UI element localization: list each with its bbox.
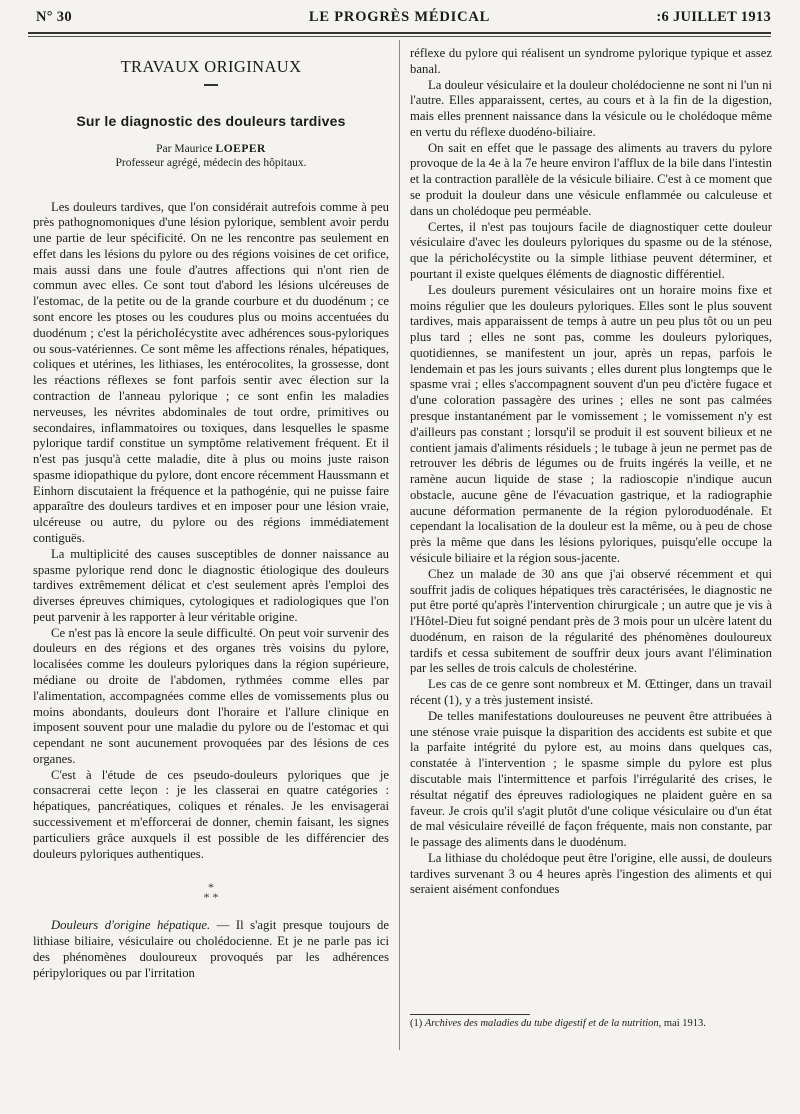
paragraph: La multiplicité des causes susceptibles de donner naissance au spasme pylorique rend donc le diagnostic étiologique des douleurs tardives extrêmement délicat et c'est seulement après l'emploi des diverses épreuves chimiques, cytologiques et radiologiques que l'on peut parvenir à les rapporter à leur véritable origine.	[33, 546, 389, 624]
paragraph: Les cas de ce genre sont nombreux et M. Œttinger, dans un travail récent (1), y a très justement insisté.	[410, 677, 772, 708]
paragraph: Les douleurs purement vésiculaires ont un horaire moins fixe et moins régulier que les douleurs pyloriques. Elles sont le plus souvent tardives, mais apparaissent de temps à autre un peu plus tôt ou un peu plus tard ; elles ne sont pas, comme les douleurs pyloriques, quotidiennes, se manifestent un jour, après un repas, parfois le lendemain et pas les jours suivants ; elles durent plus longtemps que le spasme vrai ; elles s'accompagnent souvent d'un peu d'ictère fugace et d'une coloration passagère des urines ; elles ne sont pas calmées presque instantanément par le vomissement ; le vomissement n'y est d'ailleurs pas constant ; lorsqu'il se produit il est souvent bilieux et ne contient jamais d'aliments résiduels ; le tubage à jeun ne permet pas de retrouver les débris de légumes ou de fruits ingérés la veille, et ne ramène aucun liquide de stase ; la radioscopie n'indique aucun obstacle, aucune gêne de l'évacuation gastrique, et la radiographie aucune déformation permanente de la région pyloroduodénale. Et cependant la localisation de la douleur est la même, ou à peu de chose près la même que dans les lésions pyloriques, puisqu'elle occupe la vésicule biliaire et la région sous-jacente.	[410, 282, 772, 565]
paragraph	[33, 918, 389, 981]
paragraph: Certes, il n'est pas toujours facile de diagnostiquer cette douleur vésiculaire d'avec les douleurs pyloriques du spasme ou de la sténose, que la périchoIécystite ou la simple lithiase peuvent déterminer, et pourtant il existe quelques éléments de diagnostic différentiel.	[410, 219, 772, 281]
paragraph-text: — Il s'agit presque toujours de lithiase biliaire, vésiculaire ou cholédocienne. Et je ne parle pas ici des phénomènes douloureux provoqués par les adhérences péripyloriques ou par l'irritation	[33, 918, 389, 980]
paragraph: Ce n'est pas là encore la seule difficulté. On peut voir survenir des douleurs en des régions et des organes très voisins du pylore, localisées comme les douleurs pyloriques dans la région supérieure, médiane ou droite de l'abdomen, rythmées comme elles par l'alimentation, accompagnées comme elles de vomissements plus ou moins abondants, douleurs dont l'horaire et l'allure clinique en imposent souvent pour une maladie du pylore ou de l'estomac et qui cependant ne sont aucunement provoquées par des lésions de ces organes.	[33, 625, 389, 766]
section-heading: TRAVAUX ORIGINAUX	[120, 57, 302, 76]
issue-date: :6 JUILLET 1913	[656, 9, 771, 25]
paragraph: Les douleurs tardives, que l'on considérait autrefois comme à peu près pathognomoniques d'une lésion pylorique, semblent avoir perdu une partie de leur spécificité. On ne les rencontre pas seulement en effet dans les lésions du pylore ou des régions voisines de cet orifice, mais aussi dans une foule d'autres affections qui n'ont rien de commun avec elles. Ce sont tout d'abord les lésions ulcéreuses de l'estomac, de la petite ou de la grande courbure et du duodénum ; ce sont encore les ptoses ou les coudures plus ou moins accentuées du duodénum ; c'est la périchoIécystite avec adhérences sous-pyloriques ou sous-vatériennes. Ce sont même les affections rénales, hépatiques, coliques et utérines, les lithiases, les entérocolites, la grossesse, dont les réactions réflexes se font parfois sentir avec élection sur la contraction de l'anneau pylorique ; ce sont enfin les maladies nerveuses, les névrites abdominales de tout ordre, primitives ou secondaires, inflammatoires ou toxiques, dans lesquelles le spasme pylorique tardif constitue un symptôme relativement fréquent. Et il n'est pas jusqu'à cette maladie, dite à plus ou moins juste raison spasme idiopathique du pylore, dont encore récemment Haussmann et Einhorn discutaient la fréquence et la pathogénie, qui ne puisse faire apparaître des douleurs tardives et en imposer pour une lésion vraie, ulcéreuse ou autre, du pylore ou des régions immédiatement contiguës.	[33, 199, 389, 545]
section-dash	[204, 84, 218, 86]
author-name: LOEPER	[215, 142, 266, 155]
paragraph: La douleur vésiculaire et la douleur cholédocienne ne sont ni l'un ni l'autre. Elles apparaissent, certes, au cours et à la fin de la digestion, mais elles prennent naissance dans la vésicule ou le cholédoque même en vertu du réflexe duodéno-biliaire.	[410, 77, 772, 139]
subsection-heading: Douleurs d'origine hépatique.	[51, 918, 211, 933]
byline	[33, 142, 389, 156]
footnote-rule	[410, 1014, 530, 1015]
header-rule	[28, 32, 771, 34]
footnote-date: mai 1913.	[663, 1018, 706, 1029]
footnote-source: Archives des maladies du tube digestif et de la nutrition,	[424, 1018, 662, 1029]
footnote-marker: (1)	[410, 1018, 423, 1029]
paragraph: réflexe du pylore qui réalisent un syndrome pylorique typique et assez banal.	[410, 46, 772, 76]
byline-prefix: Par Maurice	[156, 142, 213, 155]
column-divider	[399, 40, 400, 1050]
paragraph: Chez un malade de 30 ans que j'ai observé récemment et qui souffrit jadis de coliques hépatiques très caractérisées, le diagnostic ne put être porté qu'après l'intervention chirurgicale ; un autre que je vis à l'Hôtel-Dieu fut soigné pendant près de 3 mois pour un ulcère latent du duodénum, en raison de la régularité des phénomènes douloureux tardifs et cessa subitement de souffrir deux jours avant l'élimination par les selles de trois calculs de cholestérine.	[410, 566, 772, 676]
paragraph: De telles manifestations douloureuses ne peuvent être attribuées à une sténose vraie puisque la disparition des accidents est subite et que la parfaite intégrité du pylore est, au moins dans quelques cas, constatée à l'intervention ; le spasme simple du pylore est plus discutable mais l'intermittence et parfois l'irrégularité des crises, le résultat négatif des épreuves radiologiques ne plaident guère en sa faveur. Je crois qu'il s'agit plutôt d'une colique vésiculaire ou d'un état de mal vésiculaire réveillé de façon fréquente, mais non constante, par le passage des aliments dans le duodénum.	[410, 708, 772, 850]
issue-number: N° 30	[36, 9, 72, 25]
author-affiliation: Professeur agrégé, médecin des hôpitaux.	[115, 156, 307, 169]
article-title: Sur le diagnostic des douleurs tardives	[76, 112, 346, 129]
right-column	[410, 46, 772, 898]
paragraph: La lithiase du cholédoque peut être l'origine, elle aussi, de douleurs tardives survenant 3 ou 4 heures après l'ingestion des aliments et qui seraient aisément confondues	[410, 850, 772, 897]
left-column	[33, 44, 389, 982]
header-rule-thin	[28, 36, 771, 37]
paragraph: On sait en effet que le passage des aliments au travers du pylore provoque de la 4e à la 7e heure environ l'afflux de la bile dans l'intestin et la contraction parallèle de la vésicule biliaire. C'est à ce moment que se produit la douleur dans une vésicule enflammée ou calculeuse et dans un cholédoque peu perméable.	[410, 140, 772, 218]
asterism: * * *	[203, 880, 219, 905]
footnote	[410, 1018, 772, 1031]
paragraph: C'est à l'étude de ces pseudo-douleurs pyloriques que je consacrerai cette leçon : je les classerai en quatre catégories : hépatiques, pancréatiques, coliques et rénales. Je les envisagerai successivement et m'efforcerai de donner, chemin faisant, les signes particuliers grâce auxquels il est possible de les différencier des douleurs pyloriques authentiques.	[33, 767, 389, 861]
running-header	[28, 9, 771, 31]
journal-title: LE PROGRÈS MÉDICAL	[308, 9, 491, 25]
